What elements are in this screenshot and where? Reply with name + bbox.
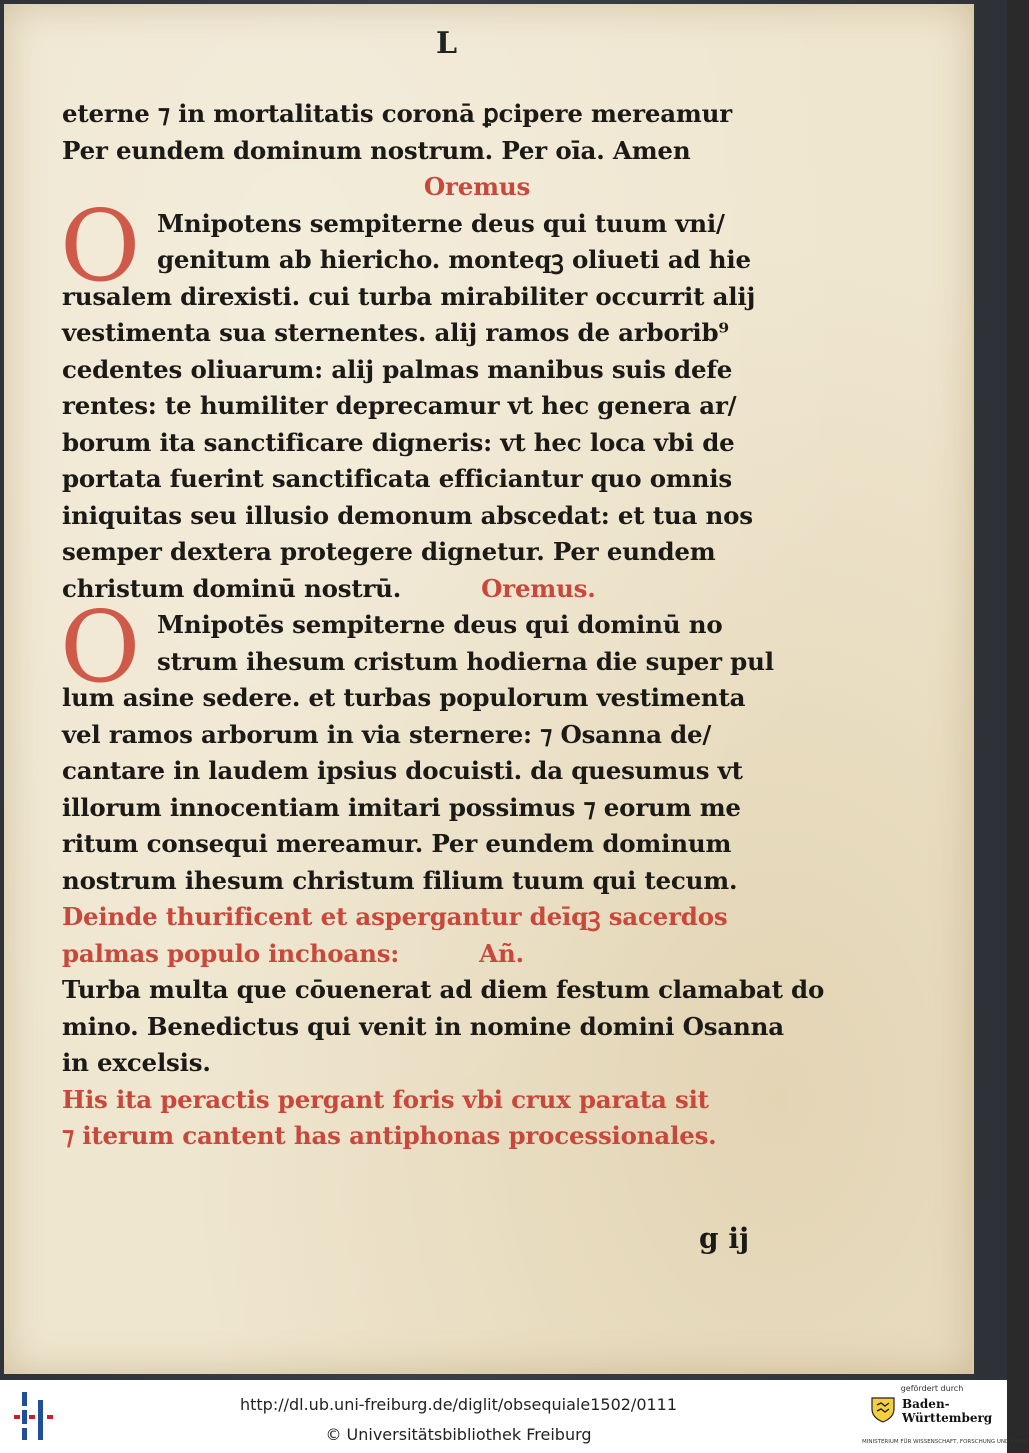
- rubric-heading-oremus: Oremus: [423, 172, 531, 201]
- rubric-heading-oremus-2: Oremus.: [481, 573, 596, 603]
- text-line: semper dextera protegere dignetur. Per eundem: [62, 537, 716, 566]
- text-line-end: christum dominū nostrū.: [62, 573, 402, 603]
- page-text: [62, 96, 852, 1155]
- permalink-url[interactable]: http://dl.ub.uni-freiburg.de/diglit/obsequiale1502/0111: [239, 1395, 678, 1414]
- red-initial: O: [60, 189, 141, 304]
- text-line: rentes: te humiliter deprecamur vt hec genera ar/: [62, 391, 737, 420]
- viewer-footer: [0, 1380, 1029, 1453]
- prayer-2: [60, 591, 852, 899]
- text-line: Per eundem dominum nostrum. Per oīa. Amen: [62, 135, 691, 165]
- folio-mark: L: [436, 26, 458, 61]
- rubric-line: His ita peractis pergant foris vbi crux parata sit: [62, 1084, 709, 1114]
- text-line: ritum consequi mereamur. Per eundem dominum: [62, 829, 732, 858]
- manuscript-page: [4, 4, 974, 1374]
- sponsor-ministry: MINISTERIUM FÜR WISSENSCHAFT, FORSCHUNG UND KUNST: [862, 1439, 1029, 1445]
- sponsor-caption: gefördert durch: [900, 1384, 964, 1393]
- sponsor-logo[interactable]: [862, 1382, 1029, 1452]
- rubric-line: Deinde thurificent et aspergantur deīqꝫ sacerdos: [62, 902, 728, 931]
- red-initial: O: [60, 591, 141, 705]
- text-line: in excelsis.: [62, 1048, 211, 1077]
- text-line: cedentes oliuarum: alij palmas manibus suis defe: [62, 354, 733, 384]
- text-line: rusalem direxisti. cui turba mirabiliter occurrit alij: [62, 281, 756, 311]
- text-line: [62, 571, 852, 608]
- text-line: mino. Benedictus qui venit in nomine domini Osanna: [62, 1011, 784, 1041]
- text-line: vel ramos arborum in via sternere: ⁊ Osanna de/: [62, 719, 712, 749]
- text-line: portata fuerint sanctificata efficiantur quo omnis: [62, 464, 732, 493]
- text-line: Mnipotēs sempiterne deus qui dominū no: [157, 610, 723, 639]
- sponsor-name: Baden-Württemberg: [902, 1397, 993, 1425]
- signature-mark: g ij: [699, 1222, 750, 1255]
- text-line: Mnipotens sempiterne deus qui tuum vni/: [157, 208, 725, 238]
- prayer-1: [60, 189, 852, 608]
- copyright-notice: © Universitätsbibliothek Freiburg: [325, 1425, 592, 1444]
- text-line: nostrum ihesum christum filium tuum qui tecum.: [62, 865, 738, 895]
- text-line: illorum innocentiam imitari possimus ⁊ eorum me: [62, 792, 741, 822]
- text-line: eterne ⁊ in mortalitatis coronā ꝑcipere mereamur: [62, 99, 732, 128]
- text-line: genitum ab hiericho. monteqꝫ oliueti ad hie: [157, 245, 751, 274]
- rubric-line: [62, 936, 852, 973]
- antiphon-marker: Añ.: [479, 938, 524, 968]
- rubric-line: ⁊ iterum cantent has antiphonas processionales.: [62, 1121, 717, 1150]
- text-line: lum asine sedere. et turbas populorum vestimenta: [62, 683, 746, 712]
- rubric-line-text: palmas populo inchoans:: [62, 938, 400, 968]
- text-line: iniquitas seu illusio demonum abscedat: et tua nos: [62, 500, 753, 530]
- text-line: cantare in laudem ipsius docuisti. da quesumus vt: [62, 756, 743, 785]
- text-line: strum ihesum cristum hodierna die super pul: [157, 646, 774, 676]
- text-line: Turba multa que cōuenerat ad diem festum clamabat do: [62, 975, 825, 1004]
- text-line: vestimenta sua sternentes. alij ramos de arborib⁹: [62, 318, 729, 347]
- text-line: borum ita sanctificare digneris: vt hec loca vbi de: [62, 427, 735, 457]
